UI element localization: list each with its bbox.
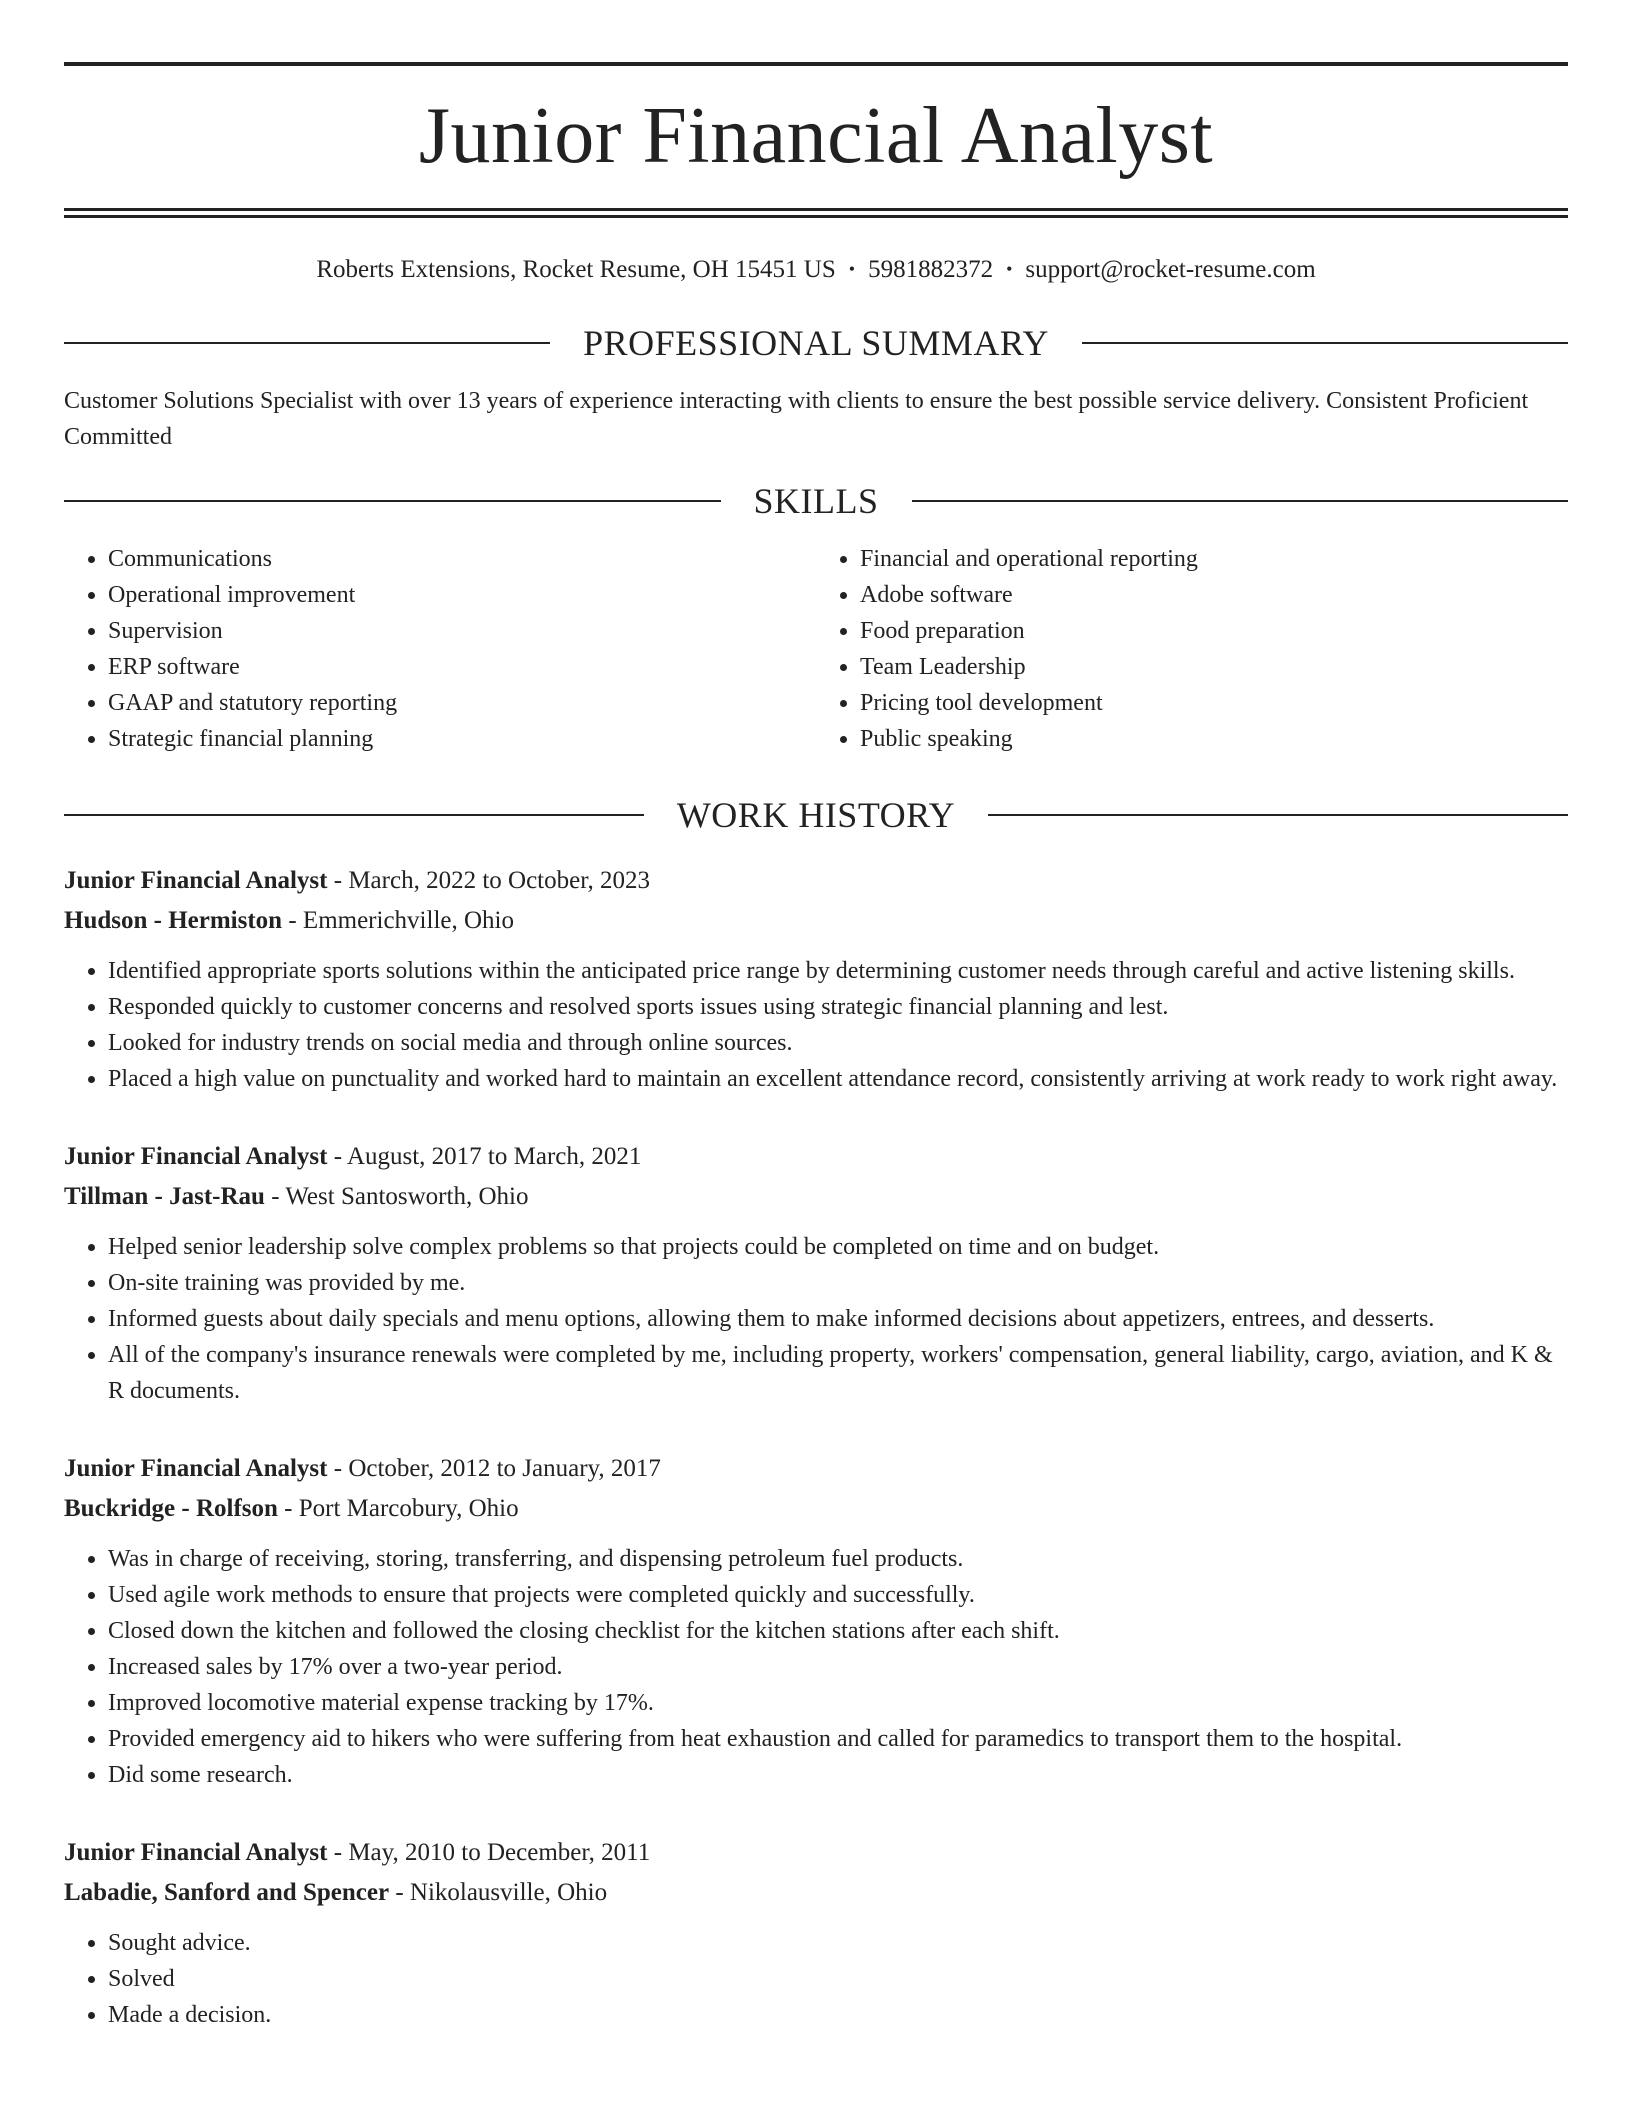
job-dash: -: [282, 907, 303, 934]
skill-item: • Communications: [108, 541, 816, 577]
job-company: Hudson - Hermiston: [64, 907, 283, 934]
summary-heading-text: PROFESSIONAL SUMMARY: [583, 323, 1049, 363]
job-bullets: [64, 1541, 1568, 1793]
skill-item: • Adobe software: [860, 577, 1568, 613]
job-bullets: [64, 1925, 1568, 2033]
job-dash: -: [389, 1879, 410, 1906]
job-location: West Santosworth, Ohio: [285, 1183, 529, 1210]
contact-separator: •: [848, 259, 856, 279]
job-title-line: [64, 1137, 1568, 1177]
skill-item: • Supervision: [108, 613, 816, 649]
job-entry: [64, 1833, 1568, 2033]
heading-rule-left: [64, 500, 721, 502]
job-entry: [64, 1137, 1568, 1409]
job-bullet: • Responded quickly to customer concerns and resolved sports issues using strategic financial planning and lest.: [108, 989, 1568, 1025]
job-company: Labadie, Sanford and Spencer: [64, 1879, 390, 1906]
job-bullet: • Helped senior leadership solve complex problems so that projects could be completed on time and on budget.: [108, 1229, 1568, 1265]
job-dates: May, 2010 to December, 2011: [348, 1839, 651, 1866]
job-bullet: • On-site training was provided by me.: [108, 1265, 1568, 1301]
job-bullet: • Increased sales by 17% over a two-year period.: [108, 1649, 1568, 1685]
skill-item: • Financial and operational reporting: [860, 541, 1568, 577]
job-dates: October, 2012 to January, 2017: [348, 1455, 661, 1482]
job-dates: August, 2017 to March, 2021: [346, 1143, 642, 1170]
job-company-line: [64, 901, 1568, 941]
skills-heading: [64, 481, 1568, 521]
skill-item: • ERP software: [108, 649, 816, 685]
job-dash: -: [327, 867, 349, 894]
job-company-line: [64, 1873, 1568, 1913]
job-bullet: • All of the company's insurance renewals were completed by me, including property, workers' compensation, general liability, cargo, aviation, and K & R documents.: [108, 1337, 1568, 1409]
job-dash: -: [327, 1143, 347, 1170]
contact-phone: 5981882372: [868, 256, 994, 283]
job-dash: -: [277, 1495, 299, 1522]
heading-rule-left: [64, 342, 550, 344]
job-bullets: [64, 1229, 1568, 1409]
skill-item: • Team Leadership: [860, 649, 1568, 685]
job-entry: [64, 1449, 1568, 1793]
job-location: Nikolausville, Ohio: [409, 1879, 608, 1906]
job-location: Emmerichville, Ohio: [302, 907, 514, 934]
skill-item: • Operational improvement: [108, 577, 816, 613]
page-title: Junior Financial Analyst: [418, 92, 1214, 180]
job-bullet: • Identified appropriate sports solutions within the anticipated price range by determining customer needs through careful and active listening skills.: [108, 953, 1568, 989]
job-company-line: [64, 1489, 1568, 1529]
heading-rule-left: [64, 814, 644, 816]
job-title-line: [64, 861, 1568, 901]
job-title: Junior Financial Analyst: [64, 1143, 328, 1170]
job-bullet: • Solved: [108, 1961, 1568, 1997]
job-dash: -: [327, 1839, 349, 1866]
skill-item: • Pricing tool development: [860, 685, 1568, 721]
work-history-heading-text: WORK HISTORY: [676, 795, 956, 835]
job-title: Junior Financial Analyst: [64, 867, 328, 894]
job-bullets: [64, 953, 1568, 1097]
skills-column-right: [816, 541, 1568, 757]
job-bullet: • Informed guests about daily specials and menu options, allowing them to make informed decisions about appetizers, entrees, and desserts.: [108, 1301, 1568, 1337]
job-bullet: • Was in charge of receiving, storing, transferring, and dispensing petroleum fuel products.: [108, 1541, 1568, 1577]
job-title: Junior Financial Analyst: [64, 1839, 328, 1866]
job-company: Tillman - Jast-Rau: [64, 1183, 265, 1210]
job-bullet: • Made a decision.: [108, 1997, 1568, 2033]
job-bullet: • Closed down the kitchen and followed the closing checklist for the kitchen stations after each shift.: [108, 1613, 1568, 1649]
job-title: Junior Financial Analyst: [64, 1455, 328, 1482]
job-dates: March, 2022 to October, 2023: [348, 867, 651, 894]
skill-item: • Strategic financial planning: [108, 721, 816, 757]
work-history-heading: [64, 795, 1568, 835]
job-bullet: • Did some research.: [108, 1757, 1568, 1793]
job-bullet: • Sought advice.: [108, 1925, 1568, 1961]
job-bullet: • Improved locomotive material expense tracking by 17%.: [108, 1685, 1568, 1721]
heading-rule-right: [1082, 342, 1568, 344]
contact-email: support@rocket-resume.com: [1025, 256, 1316, 283]
job-bullet: • Used agile work methods to ensure that projects were completed quickly and successfully.: [108, 1577, 1568, 1613]
skills-heading-text: SKILLS: [753, 481, 879, 521]
title-double-rule: [64, 208, 1568, 218]
job-dash: -: [264, 1183, 286, 1210]
job-bullet: • Placed a high value on punctuality and worked hard to maintain an excellent attendance record, consistently arriving at work ready to work right away.: [108, 1061, 1568, 1097]
job-entry: [64, 861, 1568, 1097]
skill-item: • GAAP and statutory reporting: [108, 685, 816, 721]
skills-list: [64, 541, 1568, 757]
contact-separator: •: [1006, 259, 1013, 279]
job-bullet: • Provided emergency aid to hikers who were suffering from heat exhaustion and called for paramedics to transport them to the hospital.: [108, 1721, 1568, 1757]
skill-item: • Public speaking: [860, 721, 1568, 757]
heading-rule-right: [988, 814, 1568, 816]
contact-address: Roberts Extensions, Rocket Resume, OH 15451 US: [316, 256, 836, 283]
job-bullet: • Looked for industry trends on social media and through online sources.: [108, 1025, 1568, 1061]
job-company-line: [64, 1177, 1568, 1217]
job-title-line: [64, 1449, 1568, 1489]
contact-line: [64, 254, 1568, 285]
job-company: Buckridge - Rolfson: [64, 1495, 278, 1522]
skill-item: • Food preparation: [860, 613, 1568, 649]
top-rule: [64, 62, 1568, 66]
summary-heading: [64, 323, 1568, 363]
job-location: Port Marcobury, Ohio: [298, 1495, 519, 1522]
heading-rule-right: [912, 500, 1569, 502]
summary-text: Customer Solutions Specialist with over 13 years of experience interacting with clients to ensure the best possible service delivery. Consistent Proficient Committed: [64, 388, 1529, 450]
skills-column-left: [64, 541, 816, 757]
job-title-line: [64, 1833, 1568, 1873]
job-dash: -: [327, 1455, 349, 1482]
